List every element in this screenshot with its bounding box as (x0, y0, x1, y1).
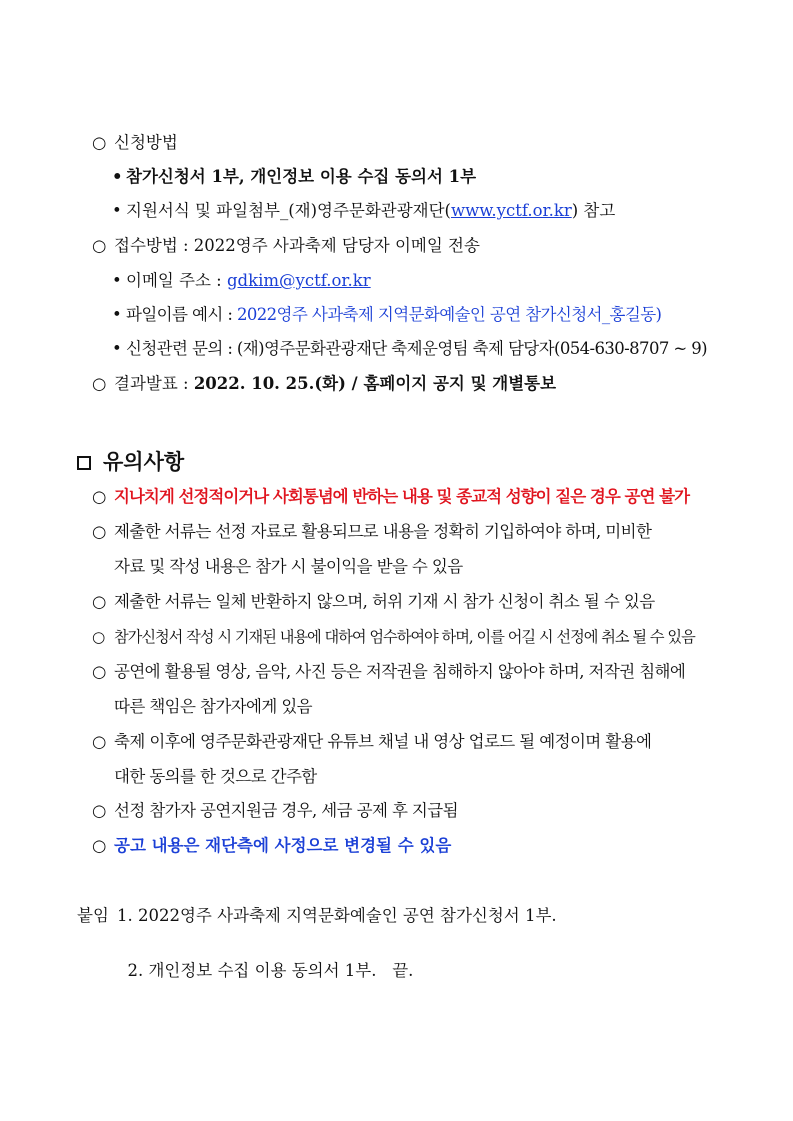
note-item (92, 592, 655, 612)
note-text: 선정 참가자 공연지원금 경우, 세금 공제 후 지급됨 (114, 801, 458, 820)
bullet-icon: • (112, 271, 122, 290)
result-announcement (92, 374, 556, 394)
apply-item-documents (112, 167, 476, 187)
bullet-icon: • (112, 167, 123, 186)
notes-heading-text: 유의사항 (103, 449, 185, 474)
note-item (92, 487, 689, 507)
circle-bullet-icon: ○ (92, 133, 107, 152)
result-value: 2022. 10. 25.(화) / 홈페이지 공지 및 개별통보 (193, 374, 557, 393)
submit-method-heading (92, 236, 480, 256)
submit-item-email (112, 271, 371, 291)
filename-example: 2022영주 사과축제 지역문화예술인 공연 참가신청서_홍길동) (236, 305, 662, 324)
note-item (92, 662, 685, 682)
note-text: 축제 이후에 영주문화관광재단 유튜브 채널 내 영상 업로드 될 예정이며 활용에 (114, 732, 652, 751)
circle-bullet-icon: ○ (92, 592, 106, 611)
circle-bullet-icon: ○ (92, 801, 106, 820)
note-item (92, 801, 458, 821)
note-item-continuation (114, 557, 463, 577)
checkbox-square-icon (77, 456, 91, 470)
attachment-label: 붙임 (77, 906, 109, 925)
apply-item-text: 지원서식 및 파일첨부_(재)영주문화관광재단( (126, 201, 451, 220)
circle-bullet-icon: ○ (92, 522, 106, 541)
apply-item-text: 참가신청서 1부, 개인정보 이용 수집 동의서 1부 (126, 167, 477, 186)
note-text: 지나치게 선정적이거나 사회통념에 반하는 내용 및 종교적 성향이 짙은 경우 공연 불가 (114, 487, 690, 506)
inquiry-text: 신청관련 문의 : (재)영주문화관광재단 축제운영팀 축제 담당자(054-630-8707 ~ 9) (126, 339, 707, 358)
circle-bullet-icon: ○ (92, 236, 107, 255)
bullet-icon: • (112, 201, 122, 220)
note-item-continuation (114, 697, 312, 717)
apply-item-text-after: ) 참고 (571, 201, 616, 220)
website-link[interactable]: www.yctf.or.kr (450, 201, 572, 220)
apply-method-heading (92, 133, 178, 153)
note-item (92, 732, 651, 752)
circle-bullet-icon: ○ (92, 374, 107, 393)
filename-label: 파일이름 예시 : (126, 305, 237, 324)
submit-method-text: 접수방법 : 2022영주 사과축제 담당자 이메일 전송 (114, 236, 480, 255)
note-text: 제출한 서류는 선정 자료로 활용되므로 내용을 정확히 기입하여야 하며, 미비한 (114, 522, 652, 541)
note-item-continuation (114, 767, 317, 787)
note-text: 참가신청서 작성 시 기재된 내용에 대하여 엄수하여야 하며, 이를 어길 시 선정에 취소 될 수 있음 (114, 628, 695, 646)
email-label: 이메일 주소 : (126, 271, 227, 290)
apply-method-label: 신청방법 (114, 133, 178, 152)
attachment-item: 2. 개인정보 수집 이용 동의서 1부. 끝. (127, 961, 414, 980)
note-item (92, 836, 451, 856)
note-text: 따른 책임은 참가자에게 있음 (114, 697, 313, 716)
attachment-line (117, 941, 413, 981)
circle-bullet-icon: ○ (92, 732, 106, 751)
note-text: 공연에 활용될 영상, 음악, 사진 등은 저작권을 침해하지 않아야 하며, 저작권 침해에 (114, 662, 686, 681)
note-item (92, 627, 695, 647)
submit-item-inquiry (112, 339, 707, 359)
circle-bullet-icon: ○ (92, 487, 106, 506)
note-item (92, 522, 651, 542)
result-label: 결과발표 : (114, 374, 194, 393)
submit-item-filename (112, 305, 661, 325)
note-text: 제출한 서류는 일체 반환하지 않으며, 허위 기재 시 참가 신청이 취소 될 수 있음 (114, 592, 655, 611)
note-text: 대한 동의를 한 것으로 간주함 (114, 767, 317, 786)
apply-item-forms (112, 201, 615, 221)
circle-bullet-icon: ○ (92, 836, 107, 855)
notes-heading (77, 450, 184, 474)
bullet-icon: • (112, 305, 122, 324)
circle-bullet-icon: ○ (92, 662, 106, 681)
note-text: 공고 내용은 재단측에 사정으로 변경될 수 있음 (114, 836, 452, 855)
circle-bullet-icon: ○ (92, 628, 105, 646)
email-link[interactable]: gdkim@yctf.or.kr (227, 271, 371, 290)
note-text: 자료 및 작성 내용은 참가 시 불이익을 받을 수 있음 (114, 557, 463, 576)
attachment-line (77, 906, 557, 926)
bullet-icon: • (112, 339, 122, 358)
attachment-item: 1. 2022영주 사과축제 지역문화예술인 공연 참가신청서 1부. (117, 906, 557, 925)
